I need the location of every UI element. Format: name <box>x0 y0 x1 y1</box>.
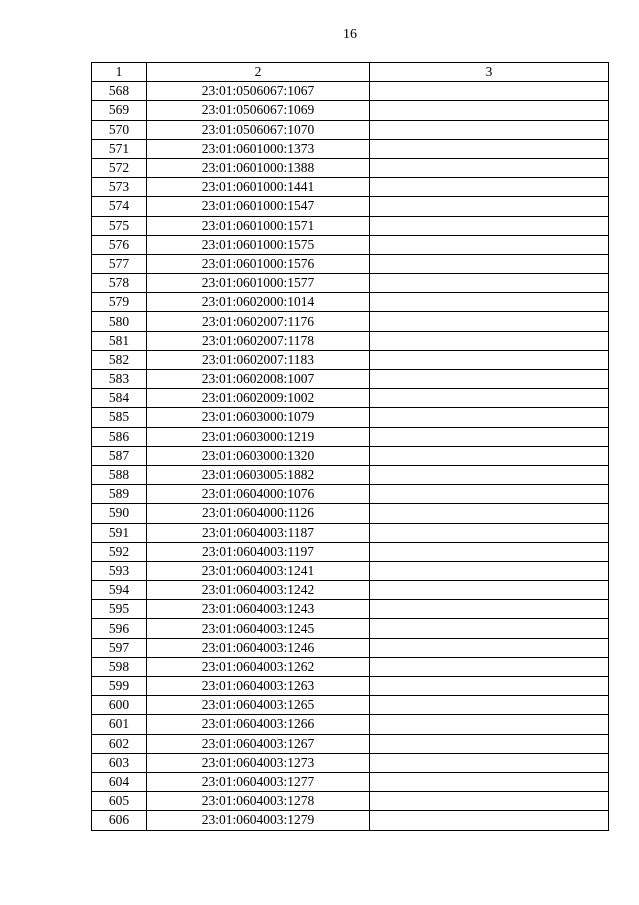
notes-cell <box>370 158 609 177</box>
notes-cell <box>370 677 609 696</box>
cadastral-number-cell: 23:01:0603000:1079 <box>147 408 370 427</box>
row-number-cell: 594 <box>92 581 147 600</box>
cadastral-number-cell: 23:01:0604003:1243 <box>147 600 370 619</box>
row-number-cell: 604 <box>92 772 147 791</box>
table-row <box>92 370 609 389</box>
row-number-cell: 592 <box>92 542 147 561</box>
row-number-cell: 597 <box>92 638 147 657</box>
table-row <box>92 274 609 293</box>
row-number-cell: 586 <box>92 427 147 446</box>
notes-cell <box>370 485 609 504</box>
table-row <box>92 312 609 331</box>
cadastral-number-cell: 23:01:0602000:1014 <box>147 293 370 312</box>
cadastral-number-cell: 23:01:0603000:1320 <box>147 446 370 465</box>
notes-cell <box>370 465 609 484</box>
notes-cell <box>370 657 609 676</box>
table-row <box>92 254 609 273</box>
row-number-cell: 588 <box>92 465 147 484</box>
notes-cell <box>370 446 609 465</box>
row-number-cell: 576 <box>92 235 147 254</box>
table-row <box>92 504 609 523</box>
cadastral-number-cell: 23:01:0604000:1076 <box>147 485 370 504</box>
row-number-cell: 574 <box>92 197 147 216</box>
cadastral-number-cell: 23:01:0603005:1882 <box>147 465 370 484</box>
cadastral-number-cell: 23:01:0604003:1263 <box>147 677 370 696</box>
table-row <box>92 120 609 139</box>
cadastral-number-cell: 23:01:0604003:1197 <box>147 542 370 561</box>
cadastral-number-cell: 23:01:0604003:1277 <box>147 772 370 791</box>
table-row <box>92 485 609 504</box>
notes-cell <box>370 120 609 139</box>
notes-cell <box>370 82 609 101</box>
table-body <box>92 82 609 830</box>
row-number-cell: 603 <box>92 753 147 772</box>
row-number-cell: 583 <box>92 370 147 389</box>
row-number-cell: 602 <box>92 734 147 753</box>
cadastral-number-cell: 23:01:0602009:1002 <box>147 389 370 408</box>
row-number-cell: 599 <box>92 677 147 696</box>
notes-cell <box>370 408 609 427</box>
table-row <box>92 178 609 197</box>
row-number-cell: 570 <box>92 120 147 139</box>
cadastral-number-cell: 23:01:0601000:1577 <box>147 274 370 293</box>
notes-cell <box>370 696 609 715</box>
cadastral-number-cell: 23:01:0506067:1069 <box>147 101 370 120</box>
header-column-3: 3 <box>370 63 609 82</box>
table-row <box>92 446 609 465</box>
cadastral-number-cell: 23:01:0604003:1279 <box>147 811 370 830</box>
notes-cell <box>370 389 609 408</box>
row-number-cell: 577 <box>92 254 147 273</box>
table-row <box>92 389 609 408</box>
notes-cell <box>370 235 609 254</box>
cadastral-number-cell: 23:01:0604003:1241 <box>147 561 370 580</box>
cadastral-number-cell: 23:01:0604003:1242 <box>147 581 370 600</box>
row-number-cell: 606 <box>92 811 147 830</box>
row-number-cell: 571 <box>92 139 147 158</box>
table-row <box>92 619 609 638</box>
table-row <box>92 408 609 427</box>
notes-cell <box>370 523 609 542</box>
row-number-cell: 601 <box>92 715 147 734</box>
table-row <box>92 158 609 177</box>
row-number-cell: 584 <box>92 389 147 408</box>
row-number-cell: 573 <box>92 178 147 197</box>
table-row <box>92 235 609 254</box>
row-number-cell: 605 <box>92 792 147 811</box>
cadastral-number-cell: 23:01:0602007:1183 <box>147 350 370 369</box>
row-number-cell: 579 <box>92 293 147 312</box>
cadastral-number-cell: 23:01:0604003:1266 <box>147 715 370 734</box>
cadastral-number-cell: 23:01:0601000:1576 <box>147 254 370 273</box>
table-row <box>92 753 609 772</box>
row-number-cell: 585 <box>92 408 147 427</box>
notes-cell <box>370 772 609 791</box>
cadastral-number-cell: 23:01:0604003:1246 <box>147 638 370 657</box>
table-row <box>92 542 609 561</box>
table-row <box>92 331 609 350</box>
notes-cell <box>370 197 609 216</box>
table-row <box>92 734 609 753</box>
table-row <box>92 101 609 120</box>
notes-cell <box>370 254 609 273</box>
notes-cell <box>370 734 609 753</box>
notes-cell <box>370 178 609 197</box>
cadastral-number-cell: 23:01:0602008:1007 <box>147 370 370 389</box>
cadastral-number-cell: 23:01:0604003:1278 <box>147 792 370 811</box>
cadastral-number-cell: 23:01:0604003:1273 <box>147 753 370 772</box>
table-row <box>92 523 609 542</box>
cadastral-number-cell: 23:01:0604000:1126 <box>147 504 370 523</box>
table-row <box>92 715 609 734</box>
cadastral-number-cell: 23:01:0506067:1070 <box>147 120 370 139</box>
table-row <box>92 638 609 657</box>
cadastral-number-cell: 23:01:0601000:1575 <box>147 235 370 254</box>
notes-cell <box>370 293 609 312</box>
row-number-cell: 600 <box>92 696 147 715</box>
notes-cell <box>370 753 609 772</box>
notes-cell <box>370 139 609 158</box>
cadastral-number-cell: 23:01:0604003:1187 <box>147 523 370 542</box>
notes-cell <box>370 370 609 389</box>
table-row <box>92 427 609 446</box>
cadastral-number-cell: 23:01:0601000:1441 <box>147 178 370 197</box>
cadastral-number-cell: 23:01:0602007:1178 <box>147 331 370 350</box>
table-row <box>92 197 609 216</box>
table-row <box>92 82 609 101</box>
table-row <box>92 772 609 791</box>
row-number-cell: 580 <box>92 312 147 331</box>
cadastral-number-cell: 23:01:0602007:1176 <box>147 312 370 331</box>
row-number-cell: 596 <box>92 619 147 638</box>
row-number-cell: 598 <box>92 657 147 676</box>
table-row <box>92 561 609 580</box>
header-row <box>92 63 609 82</box>
table-row <box>92 350 609 369</box>
row-number-cell: 590 <box>92 504 147 523</box>
notes-cell <box>370 542 609 561</box>
row-number-cell: 581 <box>92 331 147 350</box>
row-number-cell: 587 <box>92 446 147 465</box>
notes-cell <box>370 561 609 580</box>
cadastral-number-cell: 23:01:0604003:1262 <box>147 657 370 676</box>
notes-cell <box>370 504 609 523</box>
row-number-cell: 575 <box>92 216 147 235</box>
table-row <box>92 677 609 696</box>
row-number-cell: 568 <box>92 82 147 101</box>
table-row <box>92 600 609 619</box>
notes-cell <box>370 811 609 830</box>
cadastral-number-cell: 23:01:0506067:1067 <box>147 82 370 101</box>
notes-cell <box>370 792 609 811</box>
cadastral-number-cell: 23:01:0601000:1571 <box>147 216 370 235</box>
table-row <box>92 811 609 830</box>
table-row <box>92 216 609 235</box>
table-row <box>92 657 609 676</box>
header-column-1: 1 <box>92 63 147 82</box>
notes-cell <box>370 274 609 293</box>
row-number-cell: 595 <box>92 600 147 619</box>
notes-cell <box>370 350 609 369</box>
table-row <box>92 696 609 715</box>
page-number: 16 <box>343 27 357 42</box>
notes-cell <box>370 101 609 120</box>
cadastral-number-cell: 23:01:0601000:1373 <box>147 139 370 158</box>
cadastral-number-cell: 23:01:0604003:1245 <box>147 619 370 638</box>
notes-cell <box>370 581 609 600</box>
notes-cell <box>370 427 609 446</box>
notes-cell <box>370 638 609 657</box>
table-row <box>92 792 609 811</box>
row-number-cell: 569 <box>92 101 147 120</box>
notes-cell <box>370 331 609 350</box>
row-number-cell: 593 <box>92 561 147 580</box>
table-row <box>92 581 609 600</box>
notes-cell <box>370 600 609 619</box>
row-number-cell: 589 <box>92 485 147 504</box>
header-column-2: 2 <box>147 63 370 82</box>
table-row <box>92 465 609 484</box>
row-number-cell: 582 <box>92 350 147 369</box>
notes-cell <box>370 619 609 638</box>
notes-cell <box>370 216 609 235</box>
notes-cell <box>370 312 609 331</box>
row-number-cell: 578 <box>92 274 147 293</box>
table-row <box>92 139 609 158</box>
row-number-cell: 591 <box>92 523 147 542</box>
cadastral-number-cell: 23:01:0604003:1267 <box>147 734 370 753</box>
cadastral-number-table <box>91 62 609 831</box>
notes-cell <box>370 715 609 734</box>
cadastral-number-cell: 23:01:0603000:1219 <box>147 427 370 446</box>
table-header <box>92 63 609 82</box>
cadastral-number-cell: 23:01:0601000:1547 <box>147 197 370 216</box>
row-number-cell: 572 <box>92 158 147 177</box>
cadastral-number-cell: 23:01:0601000:1388 <box>147 158 370 177</box>
cadastral-number-cell: 23:01:0604003:1265 <box>147 696 370 715</box>
table-row <box>92 293 609 312</box>
